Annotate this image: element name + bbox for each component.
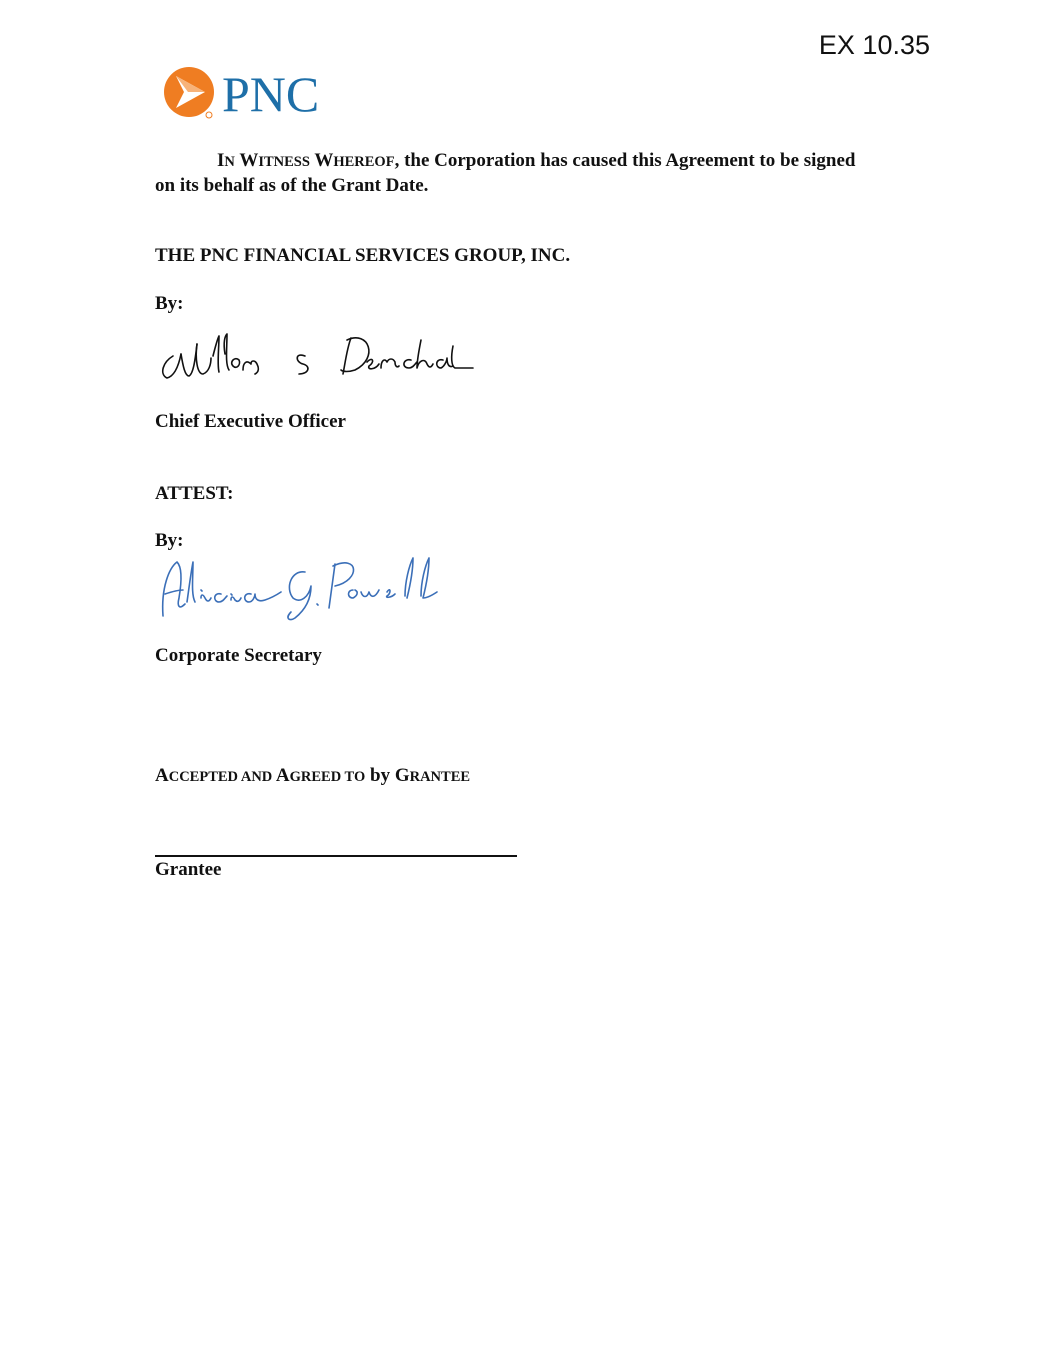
acceptance-middle: by [365,765,395,786]
pnc-logo-text: PNC [222,66,320,122]
sc-rest: CCEPTED AND [168,769,276,785]
witness-lead-caps [217,150,395,171]
sc-rest: GREED TO [289,769,366,785]
witness-clause [155,149,875,198]
ceo-signature [155,318,475,388]
company-by-label: By: [155,293,184,314]
secretary-title: Corporate Secretary [155,645,322,666]
grantee-signature-line [155,855,517,857]
attest-by-label: By: [155,530,184,551]
sc-initial: W [239,150,259,171]
sc-rest: HEREOF [333,154,395,170]
sc-rest: ITNESS [258,154,310,170]
sc-rest: RANTEE [409,769,471,785]
pnc-logo [164,66,344,122]
witness-body: , the Corporation has caused this Agreement to be signed on its behalf as of the Grant Date. [155,150,856,196]
sc-initial: G [394,765,410,786]
sc-rest: N [224,154,235,170]
sc-initial: I [217,150,225,171]
sc-initial: W [314,150,334,171]
sc-initial: A [275,765,290,786]
secretary-signature [155,548,455,624]
company-name: THE PNC FINANCIAL SERVICES GROUP, INC. [155,245,571,266]
attest-label: ATTEST: [155,483,234,504]
grantee-label: Grantee [155,859,222,880]
sc-initial: A [155,765,169,786]
exhibit-label: EX 10.35 [818,30,930,60]
acceptance-clause [155,764,470,789]
ceo-title: Chief Executive Officer [155,411,346,432]
pnc-triangle-logo-icon [164,66,344,122]
